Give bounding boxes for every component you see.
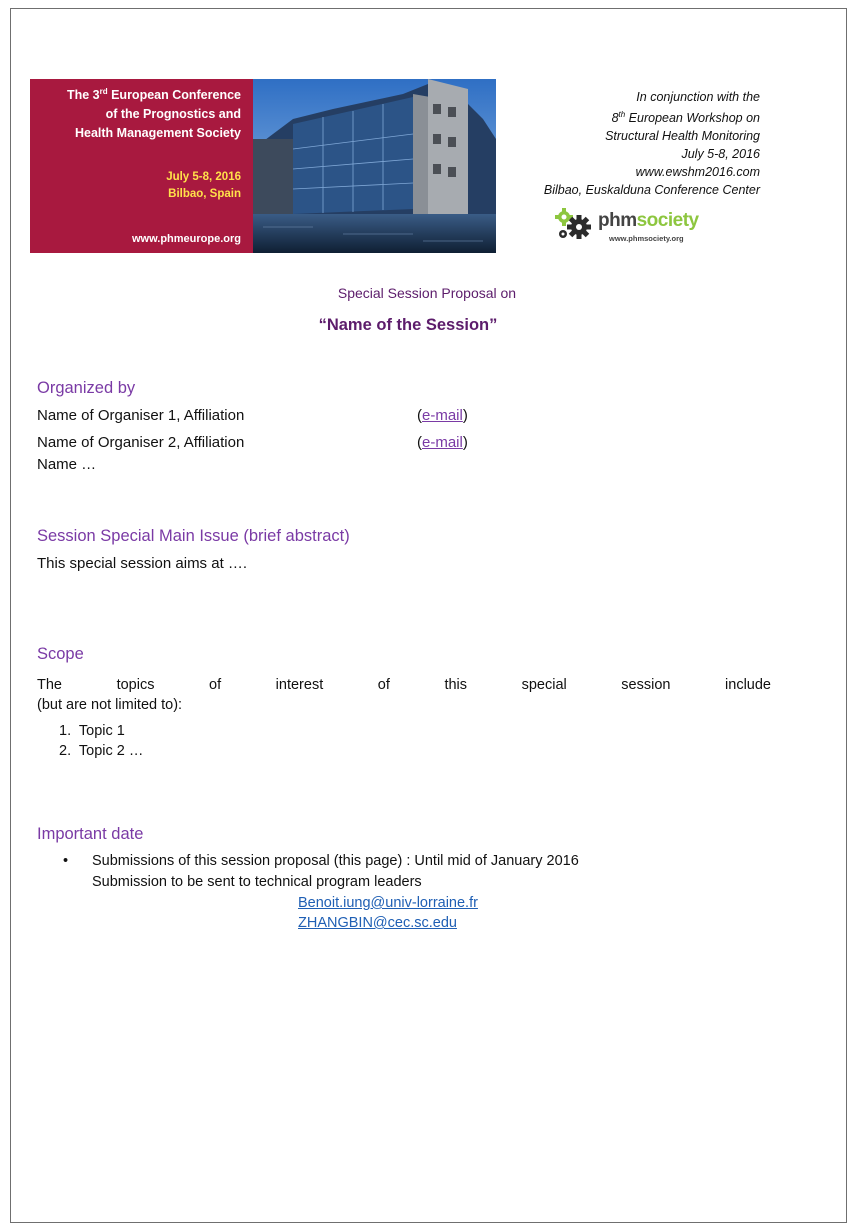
phm-society-logo [553,207,723,247]
scope-word: include [725,677,771,693]
conference-banner [30,79,253,253]
scope-word: of [377,677,390,693]
scope-word: special [521,677,567,693]
email-link[interactable]: e-mail [422,434,463,451]
topic-item: 2. Topic 2 … [59,743,144,759]
info-line-5: www.ewshm2016.com [635,165,760,180]
email-link-benoit[interactable]: Benoit.iung@univ-lorraine.fr [298,895,478,911]
phm-url: www.phmsociety.org [609,234,684,243]
scope-heading: Scope [37,645,84,663]
deadline-text: Submissions of this session proposal (this page) : Until mid of January 2016 [92,853,579,869]
conjunction-info [544,88,760,199]
info-line-6: Bilbao, Euskalduna Conference Center [543,183,760,198]
topic-item: 1. Topic 1 [59,723,125,739]
email-link[interactable]: e-mail [422,407,463,424]
organiser-3: Name … [37,456,97,473]
scope-word: The [37,677,62,693]
scope-word: topics [116,677,155,693]
gears-icon [553,207,597,243]
submission-text: Submission to be sent to technical program leaders [92,874,422,890]
scope-word: this [444,677,468,693]
info-line-2: 8th European Workshop on [611,110,760,126]
info-line-1: In conjunction with the [636,90,760,104]
abstract-heading: Session Special Main Issue (brief abstract) [37,527,350,545]
important-heading: Important date [37,825,144,843]
scope-intro-line [37,677,771,693]
organiser-2-email: (e-mail) [417,434,468,451]
banner-url: www.phmeurope.org [132,233,241,245]
organiser-1: Name of Organiser 1, Affiliation [37,407,245,424]
info-line-4: July 5-8, 2016 [681,147,760,162]
scope-word: interest [275,677,324,693]
abstract-text: This special session aims at …. [37,555,248,572]
phm-wordmark: phmsociety [598,210,699,231]
banner-date: July 5-8, 2016 Bilbao, Spain [166,171,241,200]
session-name: “Name of the Session” [318,316,498,334]
organiser-2: Name of Organiser 2, Affiliation [37,434,245,451]
organiser-1-email: (e-mail) [417,407,468,424]
scope-word: of [209,677,222,693]
organized-heading: Organized by [37,379,136,397]
info-line-3: Structural Health Monitoring [605,129,760,144]
building-photo [253,79,496,253]
bullet-icon: • [63,853,69,869]
banner-title: The 3rd European Conference of the Prognostics and Health Management Society [66,87,241,141]
email-link-zhangbin[interactable]: ZHANGBIN@cec.sc.edu [298,915,457,931]
scope-word: session [621,677,671,693]
proposal-label: Special Session Proposal on [337,285,517,301]
scope-intro-line-2: (but are not limited to): [37,697,183,713]
